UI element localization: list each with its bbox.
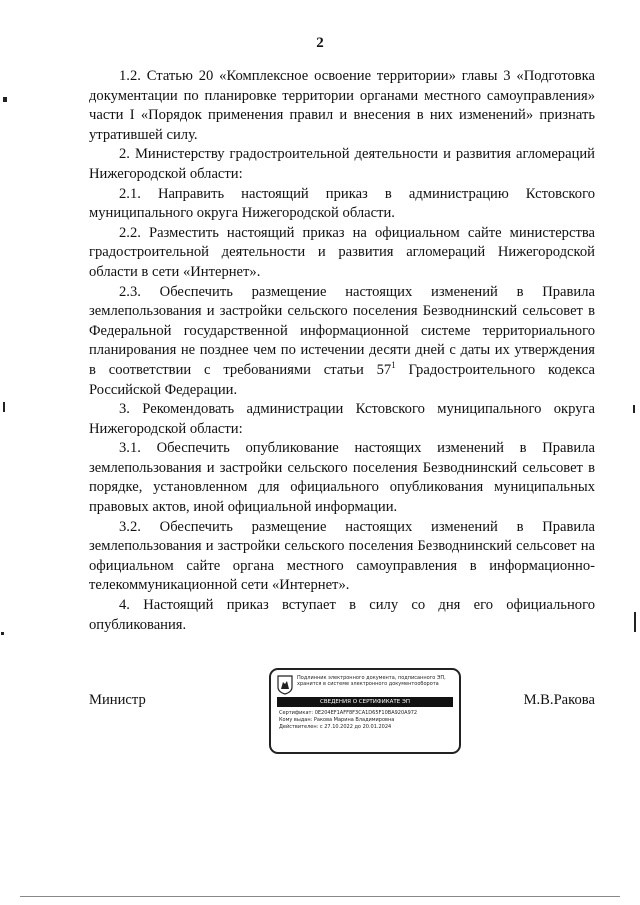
stamp-cert-title: СВЕДЕНИЯ О СЕРТИФИКАТЕ ЭП [277,697,453,707]
coat-of-arms-icon [277,675,293,695]
stamp-valid-row [279,724,455,731]
scan-artifact [3,97,7,102]
paragraph-3-2: 3.2. Обеспечить размещение настоящих изменений в Правила землепользования и застройки сельского поселения Безводнинский сельсовет на официальном сайте органа местного самоуправления в информационно-телекоммуникационной сети «Интернет». [89,518,595,594]
stamp-cert-label: Сертификат: [279,710,314,716]
scan-artifact [634,612,636,632]
paragraph-1-2: 1.2. Статью 20 «Комплексное освоение территории» главы 3 «Подготовка документации по планировке территории органами местного самоуправления» части I «Порядок применения правил и внесения в них изменений» признать утратившей силу. [89,68,595,143]
scan-artifact [633,405,635,413]
paragraph-2-1: 2.1. Направить настоящий приказ в администрацию Кстовского муниципального округа Нижегородской области. [89,185,595,222]
article-superscript: 1 [391,360,396,371]
paragraph-2: 2. Министерству градостроительной деятельности и развития агломераций Нижегородской области: [89,146,595,182]
paragraph-2-3-text: 2.3. Обеспечить размещение настоящих изменений в Правила землепользования и застройки сельского поселения Безводнинский сельсовет в Федеральной государственной информационной системе территориального планирования не позднее чем по истечении десяти дней с даты их утверждения в соответствии с требованиями статьи 57 [89,283,595,378]
signatory-name: М.В.Ракова [523,692,595,708]
paragraph-3: 3. Рекомендовать администрации Кстовского муниципального округа Нижегородской области: [89,401,595,437]
stamp-issued-value: Ракова Марина Владимировна [313,717,395,723]
page-number: 2 [316,35,324,51]
stamp-issued-label: Кому выдан: [279,717,313,723]
stamp-valid-value: с 27.10.2022 до 20.01.2024 [319,724,392,730]
paragraph-2-3-tail: Градостроительного кодекса Российской Федерации. [89,361,596,398]
stamp-details [279,710,455,731]
stamp-valid-label: Действителен: [279,724,319,730]
signatory-title: Министр [89,692,146,708]
paragraph-2-2: 2.2. Разместить настоящий приказ на официальном сайте министерства градостроительной деятельности и развития агломераций Нижегородской области в сети «Интернет». [89,224,595,280]
order-body [89,67,595,635]
paragraph-3-1: 3.1. Обеспечить опубликование настоящих изменений в Правила землепользования и застройки сельского поселения Безводнинский сельсовет в порядке, установленном для официального опубликования муниципальных правовых актов, иной официальной информации. [89,440,595,516]
stamp-header: Подлинник электронного документа, подписанного ЭП, хранится в системе электронного документооборота [297,675,446,688]
paragraph-2-3 [89,283,595,401]
stamp-cert-row [279,710,455,717]
scan-bottom-edge [20,896,620,897]
electronic-signature-stamp [269,668,461,754]
stamp-issued-row [279,717,455,724]
scan-artifact [1,632,4,635]
paragraph-4: 4. Настоящий приказ вступает в силу со дня его официального опубликования. [89,597,595,633]
stamp-cert-value: 0E204EF1AFF8F3CA1D65F10BA920A972 [314,710,418,716]
signature-block [89,675,595,760]
scan-artifact [3,402,5,412]
